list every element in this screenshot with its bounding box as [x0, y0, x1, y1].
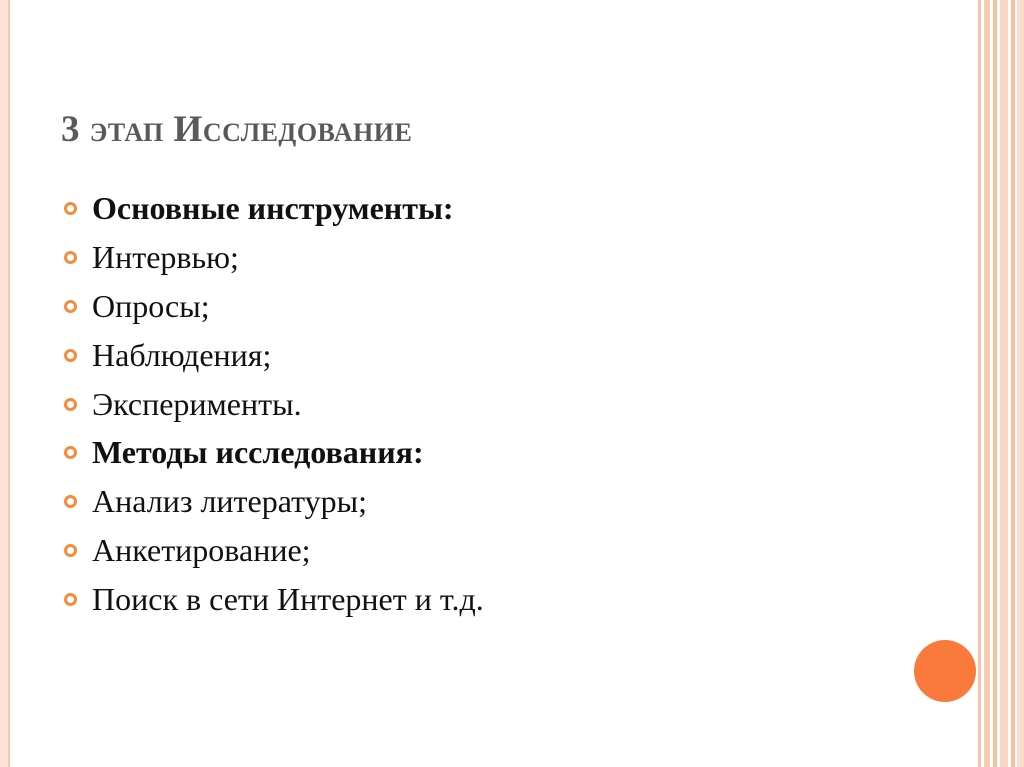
right-stripe — [1017, 0, 1024, 767]
list-item — [64, 184, 484, 233]
list-item — [64, 575, 484, 624]
right-stripe — [978, 0, 981, 767]
bullet-ring-icon — [64, 593, 77, 606]
list-item-text: Эксперименты. — [92, 385, 302, 422]
bullet-ring-icon — [64, 544, 77, 557]
list-item — [64, 380, 484, 429]
list-item — [64, 233, 484, 282]
bullet-list — [64, 184, 484, 624]
bullet-ring-icon — [64, 349, 77, 362]
list-item-text: Методы исследования: — [92, 434, 424, 471]
bullet-ring-icon — [64, 446, 77, 459]
orange-circle-decoration — [914, 640, 976, 702]
list-item-text: Анализ литературы; — [92, 483, 368, 520]
right-stripe — [1011, 0, 1015, 767]
bullet-ring-icon — [64, 251, 77, 264]
list-item — [64, 428, 484, 477]
list-item — [64, 526, 484, 575]
list-item-text: Основные инструменты: — [92, 190, 454, 226]
left-border-line — [8, 0, 10, 767]
slide-title: 3 этап Исследование — [61, 109, 413, 150]
list-item-text: Наблюдения; — [92, 336, 272, 373]
bullet-ring-icon — [64, 202, 77, 215]
bullet-ring-icon — [64, 398, 77, 411]
bullet-ring-icon — [64, 495, 77, 508]
list-item — [64, 331, 484, 380]
left-border — [0, 0, 8, 767]
list-item-text: Интервью; — [92, 238, 239, 275]
right-stripe — [984, 0, 990, 767]
list-item-text: Опросы; — [92, 287, 210, 324]
right-stripe — [993, 0, 997, 767]
list-item — [64, 477, 484, 526]
right-stripe — [1000, 0, 1008, 767]
bullet-ring-icon — [64, 300, 77, 313]
list-item — [64, 282, 484, 331]
list-item-text: Анкетирование; — [92, 532, 311, 569]
list-item-text: Поиск в сети Интернет и т.д. — [92, 581, 484, 618]
